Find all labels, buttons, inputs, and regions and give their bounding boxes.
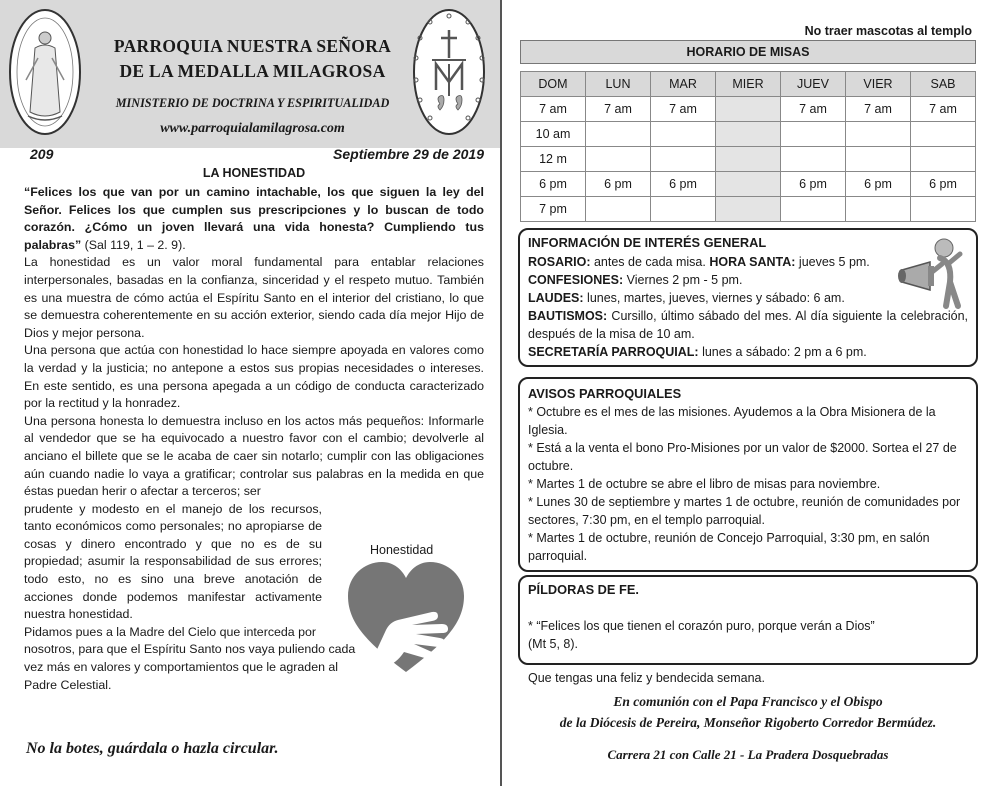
schedule-cell: 6 pm (586, 172, 651, 197)
schedule-cell (781, 197, 846, 222)
issue-date: Septiembre 29 de 2019 (333, 146, 484, 162)
article-paragraph-4a (24, 624, 364, 694)
parish-name-line1: PARROQUIA NUESTRA SEÑORA (113, 36, 392, 56)
faith-pills-title: PÍLDORAS DE FE. (528, 582, 639, 597)
schedule-cell: 7 pm (521, 197, 586, 222)
general-info-title: INFORMACIÓN DE INTERÉS GENERAL (528, 235, 767, 250)
schedule-cell (781, 122, 846, 147)
info-label: SECRETARÍA PARROQUIAL: (528, 345, 699, 359)
info-text: Cursillo, último sábado del mes. Al día siguiente la celebración, después de la misa de 10 am. (528, 309, 968, 341)
communion-statement (520, 691, 976, 733)
schedule-cell: 12 m (521, 147, 586, 172)
schedule-cell: 10 am (521, 122, 586, 147)
schedule-cell (716, 147, 781, 172)
communion-line2: de la Diócesis de Pereira, Monseñor Rigoberto Corredor Bermúdez. (559, 715, 937, 730)
notice-item: * Martes 1 de octubre, reunión de Concejo Parroquial, 3:30 pm, en salón parroquial. (528, 531, 930, 563)
schedule-cell (846, 147, 911, 172)
parish-notices-box (518, 377, 978, 572)
honesty-image-label: Honestidad (370, 543, 434, 557)
schedule-cell: 6 pm (651, 172, 716, 197)
info-label: LAUDES: (528, 291, 584, 305)
schedule-cell (651, 147, 716, 172)
info-label: BAUTISMOS: (528, 309, 608, 323)
schedule-cell (651, 122, 716, 147)
schedule-cell: 7 am (521, 97, 586, 122)
schedule-cell: 6 pm (521, 172, 586, 197)
info-line-secretaria (528, 343, 968, 361)
schedule-row (521, 172, 976, 197)
mass-schedule-table (520, 71, 976, 222)
day-header: VIER (846, 72, 911, 97)
notice-item: * Martes 1 de octubre se abre el libro de misas para noviembre. (528, 477, 881, 491)
notice-item: * Lunes 30 de septiembre y martes 1 de octubre, reunión de comunidades por sectores, 7:30 pm, en el templo parroquial. (528, 495, 961, 527)
info-line-bautismos (528, 307, 968, 343)
quote-text: “Felices los que van por un camino intachable, los que siguen la ley del Señor. Felices los que cumplen sus prescripciones y lo buscan de todo corazón. ¿Cómo un joven llevará una vida honesta? Cumpliendo tus palabras” (24, 185, 484, 252)
mass-schedule-title: HORARIO DE MISAS (520, 40, 976, 64)
info-text: lunes a sábado: 2 pm a 6 pm. (698, 345, 867, 359)
info-label: ROSARIO: (528, 255, 591, 269)
schedule-cell (911, 147, 976, 172)
miraculous-medal-reverse-icon (412, 8, 486, 136)
virgin-medal-icon (8, 8, 82, 136)
schedule-cell (846, 122, 911, 147)
day-header: DOM (521, 72, 586, 97)
schedule-cell (846, 197, 911, 222)
schedule-cell (716, 197, 781, 222)
quote-reference: (Sal 119, 1 – 2. 9). (81, 237, 186, 252)
schedule-cell: 7 am (651, 97, 716, 122)
article-paragraph-2: Una persona que actúa con honestidad lo hace siempre apoyada en valores como la verdad y la justicia; no antepone a estos sus propias necesidades o intereses. En este sentido, es una persona apegada a un código de conducta caracterizado por la rectitud y la honradez. (24, 343, 484, 411)
general-info-box (518, 228, 978, 367)
no-pets-notice: No traer mascotas al templo (804, 24, 972, 38)
article-paragraph-3: Una persona honesta lo demuestra incluso en los actos más pequeños: Informarle al vendedor que se ha equivocado a nuestro favor con el cambio; devolverle al anciano el billete que se le acaba de caer sin notarlo; cumplir con las obligaciones aún cuando nadie lo vaya a gratificar; controlar sus palabras en la medida en que éstas puedan herir o afectar a terceros; ser (24, 413, 484, 499)
day-header: MAR (651, 72, 716, 97)
article-quote (24, 184, 484, 254)
schedule-cell (911, 122, 976, 147)
schedule-cell: 7 am (846, 97, 911, 122)
ministry-name: MINISTERIO DE DOCTRINA Y ESPIRITUALIDAD (115, 96, 390, 110)
day-header: LUN (586, 72, 651, 97)
blessing-message: Que tengas una feliz y bendecida semana. (528, 671, 765, 685)
schedule-cell: 7 am (586, 97, 651, 122)
faith-pill-reference: (Mt 5, 8). (528, 637, 579, 651)
schedule-cell (586, 122, 651, 147)
parish-name-line2: DE LA MEDALLA MILAGROSA (119, 61, 386, 81)
schedule-cell (781, 147, 846, 172)
day-header: JUEV (781, 72, 846, 97)
heart-hand-icon (346, 560, 466, 678)
schedule-cell: 6 pm (911, 172, 976, 197)
schedule-row (521, 147, 976, 172)
article-title: LA HONESTIDAD (202, 166, 306, 180)
parish-name (95, 34, 410, 84)
communion-line1: En comunión con el Papa Francisco y el Obispo (613, 694, 883, 709)
schedule-cell: 6 pm (781, 172, 846, 197)
parish-notices-title: AVISOS PARROQUIALES (528, 386, 682, 401)
schedule-cell (651, 197, 716, 222)
schedule-cell: 6 pm (846, 172, 911, 197)
schedule-row (521, 197, 976, 222)
faith-pill-text: * “Felices los que tienen el corazón puro, porque verán a Dios” (528, 619, 875, 633)
article-paragraph-4: Pidamos pues a la Madre del Cielo que interceda por nosotros, para que el Espíritu Santo nos vaya puliendo cada vez más en valores y comportamientos que le agraden al Padre Celestial. (24, 624, 356, 692)
page-divider (500, 0, 502, 786)
website-link[interactable]: www.parroquialamilagrosa.com (160, 121, 345, 136)
info-label: CONFESIONES: (528, 273, 624, 287)
info-text: antes de cada misa. (590, 255, 710, 269)
notice-item: * Octubre es el mes de las misiones. Ayudemos a la Obra Misionera de la Iglesia. (528, 405, 936, 437)
schedule-cell (911, 197, 976, 222)
schedule-header-row (521, 72, 976, 97)
schedule-row (521, 97, 976, 122)
notice-item: * Está a la venta el bono Pro-Misiones por un valor de $2000. Sortea el 27 de octubre. (528, 441, 957, 473)
schedule-row (521, 122, 976, 147)
schedule-cell (716, 122, 781, 147)
schedule-cell: 7 am (911, 97, 976, 122)
info-text: lunes, martes, jueves, viernes y sábado: 6 am. (583, 291, 845, 305)
faith-pills-box (518, 575, 978, 665)
megaphone-figure-icon (896, 236, 968, 312)
schedule-cell (716, 172, 781, 197)
schedule-cell (586, 197, 651, 222)
day-header: SAB (911, 72, 976, 97)
info-label: HORA SANTA: (709, 255, 796, 269)
schedule-cell (716, 97, 781, 122)
parish-address: Carrera 21 con Calle 21 - La Pradera Dosquebradas (607, 747, 889, 762)
info-text: Viernes 2 pm - 5 pm. (623, 273, 743, 287)
schedule-cell: 7 am (781, 97, 846, 122)
closing-message: No la botes, guárdala o hazla circular. (26, 740, 279, 757)
info-text: jueves 5 pm. (795, 255, 870, 269)
schedule-cell (586, 147, 651, 172)
day-header: MIER (716, 72, 781, 97)
issue-number: 209 (30, 146, 54, 162)
article-paragraph-3-continued: prudente y modesto en el manejo de los recursos, tanto económicos como personales; no apropiarse de cosas y dinero encontrado y que no es de su propiedad; asumir la responsabilidad de sus errores; todo esto, no es sino una breve anotación de acciones donde podemos manifestar activamente nuestra honestidad. (24, 501, 322, 622)
article-paragraph-1: La honestidad es un valor moral fundamental para entablar relaciones interpersonales, basadas en la confianza, sinceridad y el respeto mutuo. También es una muestra de cómo actúa el Espíritu Santo en el interior del cristiano, lo que se demuestra coherentemente en su acción exterior, siendo cada día mejor Hijo de Dios y mejor persona. (24, 255, 484, 340)
